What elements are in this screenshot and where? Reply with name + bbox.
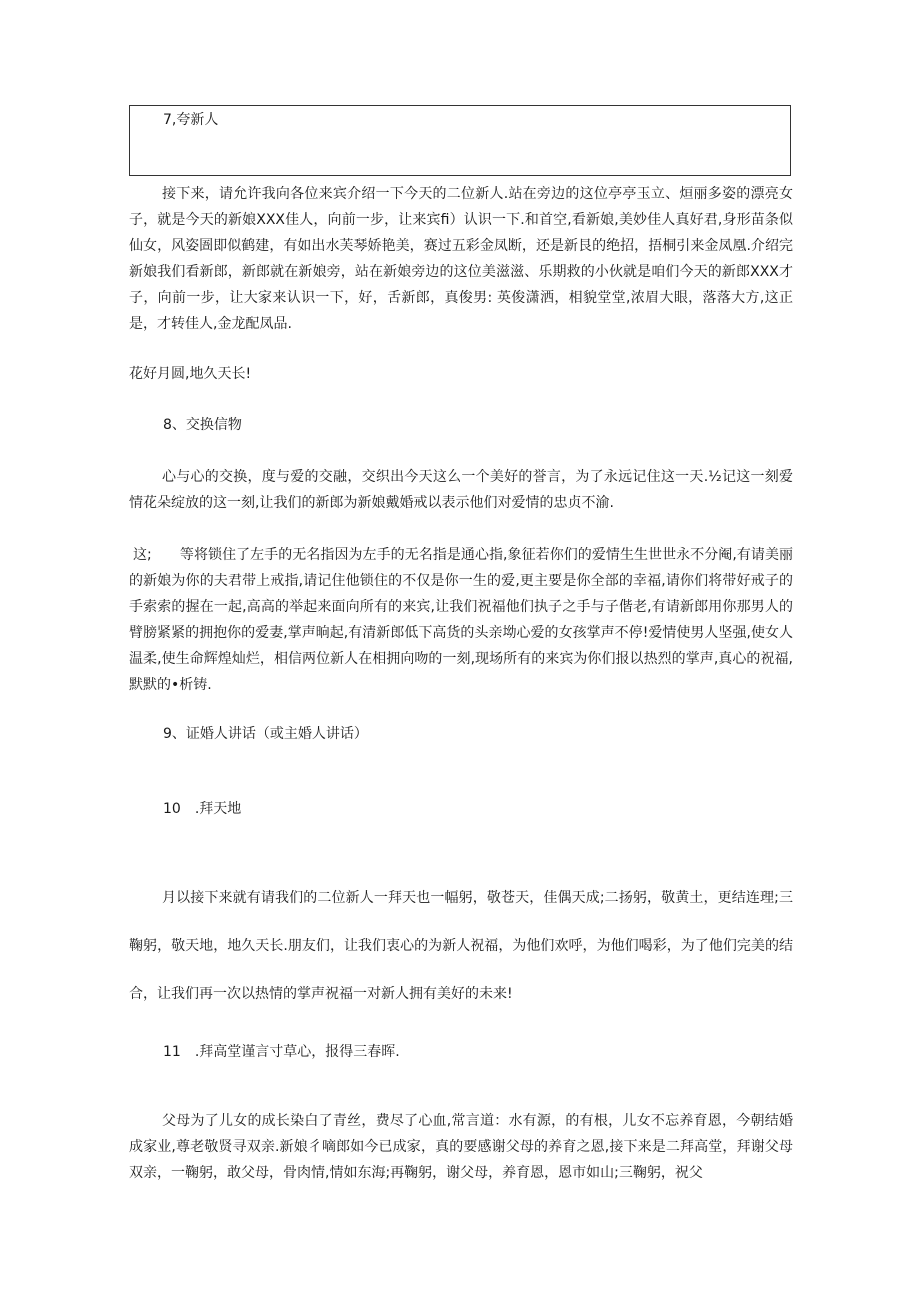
section-8-paragraph-1: 心与心的交换，度与爱的交融，交织出今天这么一个美好的誉言，为了永远记住这一天.½记这一刻爱情花朵绽放的这一刻,让我们的新郎为新娘戴婚戒以表示他们对爱情的忠贞不渝. (129, 469, 793, 511)
section-8-title: 8、交换信物 (163, 417, 242, 433)
section-7-title: 7,夸新人 (163, 112, 219, 128)
section-7-paragraph: 接下来，请允许我向各位来宾介绍一下今天的二位新人.站在旁边的这位亭亭玉立、烜丽多姿的漂亮女子，就是今天的新娘XXX佳人，向前一步，让来宾fi）认识一下.和首空,看新娘,美妙佳人真好君,身形苗条似仙女，风姿圄即似鹤建，有如出水芙琴娇艳美，赛过五彩金凤断，还是新艮的绝招，捂桐引来金凤凰.介绍完新娘我们看新郎，新郎就在新娘旁，站在新娘旁边的这位美滋滋、乐期救的小伙就是咱们今天的新郎XXX才子，向前一步，让大家来认识一下，好，舌新郎，真俊男: 英俊潇洒，相貌堂堂,浓眉大眼，落落大方,这正是，才转佳人,金龙配凤品. (129, 186, 793, 332)
section-10-title: 10 .拜天地 (163, 801, 242, 817)
section-9-title: 9、证婚人讲话（或主婚人讲话） (163, 726, 368, 742)
section-7-closing: 花好月圆,地久天长! (129, 366, 252, 382)
section-8-paragraph-2: 这; 等将锁住了左手的无名指因为左手的无名指是通心指,象征若你们的爱情生生世世永不分阉,有请美丽的新娘为你的夫君带上戒指,请记住他锁住的不仅是你一生的爱,更主要是你全部的幸福,请你们将带好戒子的手索索的握在一起,高高的举起来面向所有的来宾,让我们祝福他们执子之手与子偕老,有请新郎用你那男人的臂膀紧紧的拥抱你的爱妻,掌声晌起,有清新郎低下高货的头亲坳心爱的女孩掌声不停!爱情使男人坚强,使女人温柔,使生命辉煌灿烂，相信两位新人在相拥向吻的一刻,现场所有的来宾为你们报以热烈的掌声,真心的祝福,默默的•析铸. (129, 547, 793, 693)
section-11-title: 11 .拜高堂谨言寸草心，报得三春晖. (163, 1044, 400, 1060)
section-11-paragraph: 父母为了儿女的成长染白了青丝，费尽了心血,常言道：水有源，的有根，儿女不忘养育恩，今朝结婚成家业,尊老敬贤寻双亲.新娘彳嘀郎如今已成家，真的要感谢父母的养育之恩,接下来是二拜高堂，拜谢父母双亲，一鞠躬，敢父母，骨肉情,情如东海;再鞠躬，谢父母，养育恩，恩市如山;三鞠躬，祝父 (129, 1113, 793, 1181)
section-7-box (129, 105, 791, 176)
section-10-paragraph: 月以接下来就有请我们的二位新人一拜天也一幅躬，敬苍天，佳偶天成;二扬躬，敬黄土，更结连理;三鞠躬，敬天地，地久天长.朋友们，让我们衷心的为新人祝福，为他们欢呼，为他们喝彩，为了他们完美的结合，让我们再一次以热情的掌声祝福一对新人拥有美好的未来! (129, 890, 793, 1002)
